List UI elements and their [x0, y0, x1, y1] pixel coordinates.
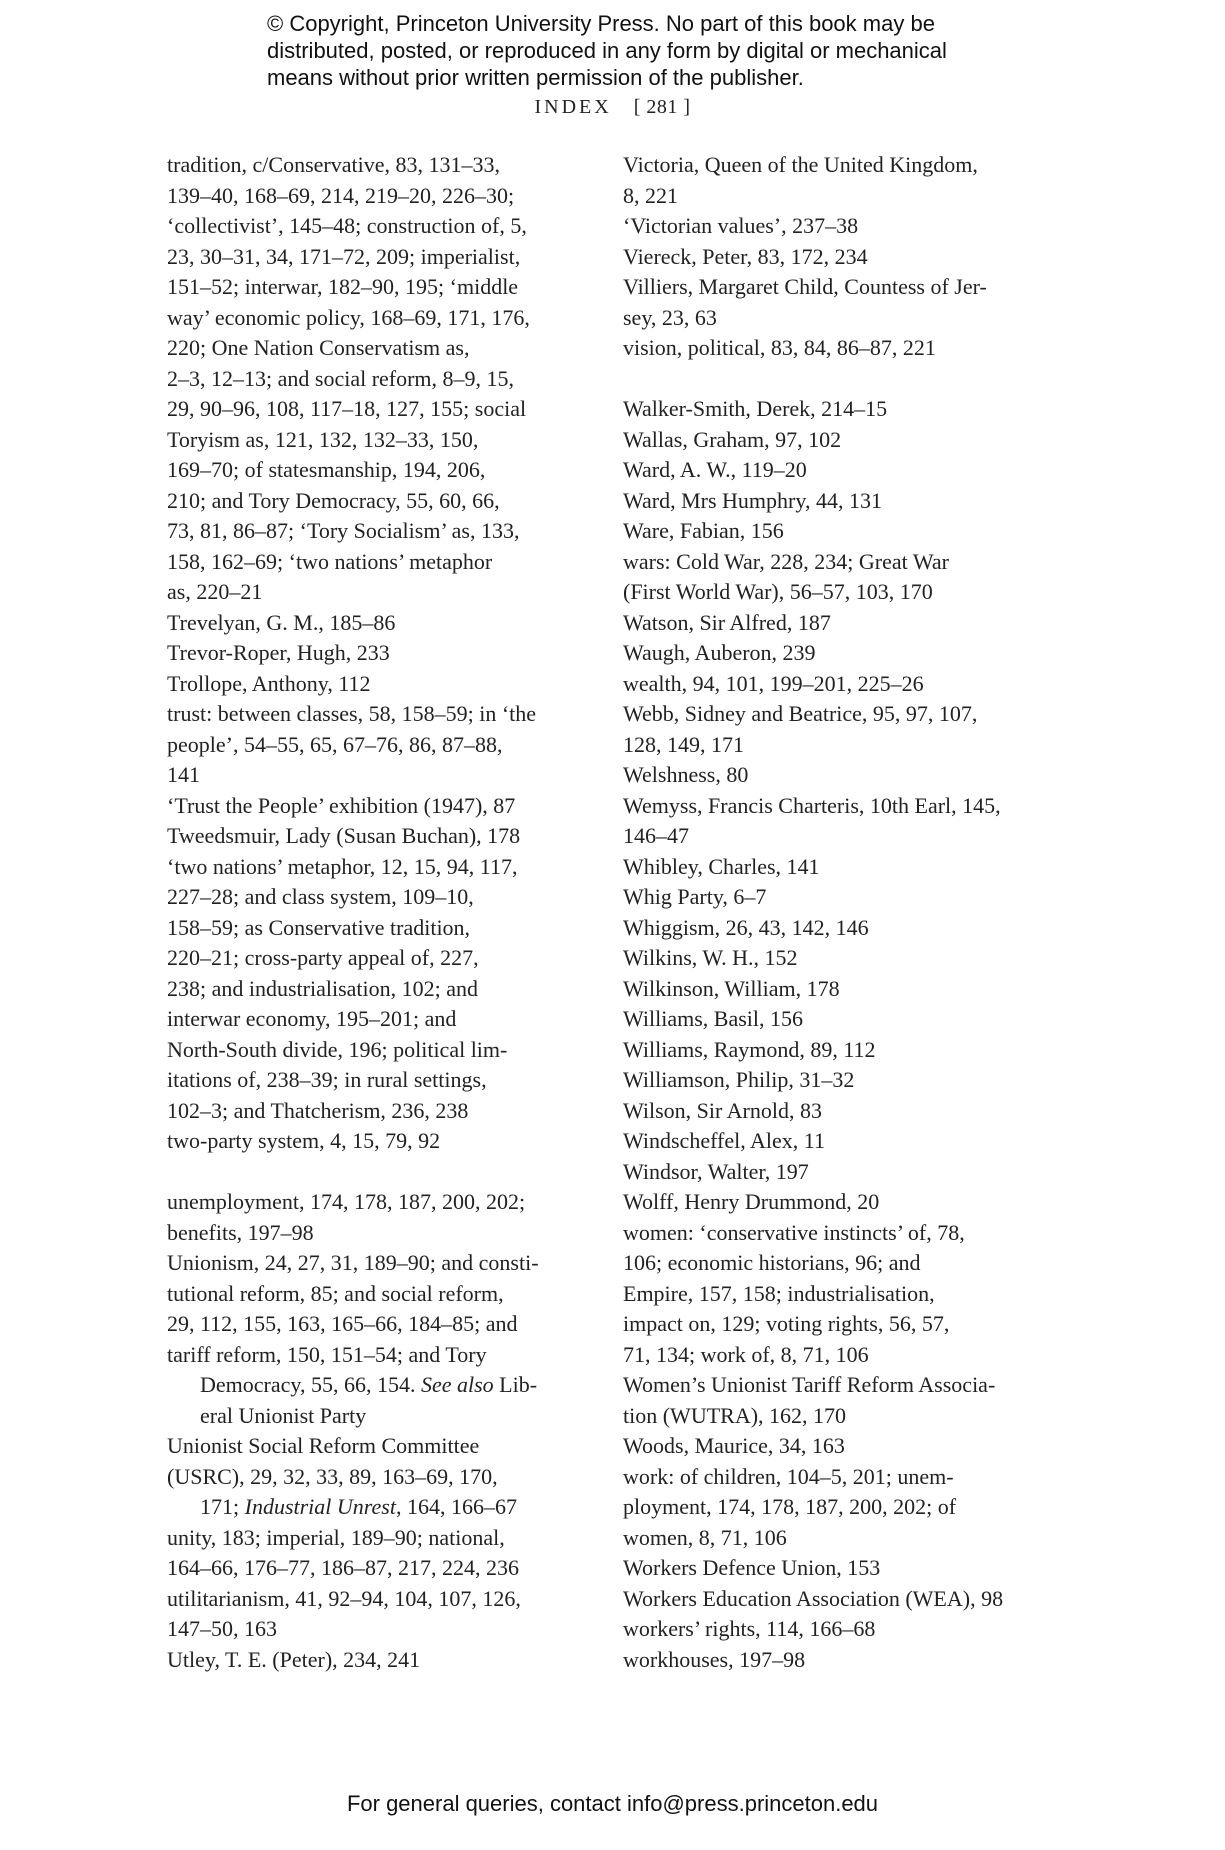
entry-line: women, 8, 71, 106 [623, 1524, 787, 1550]
entry-line [200, 1370, 587, 1401]
entry-line: vision, political, 83, 84, 86–87, 221 [623, 335, 936, 360]
index-entry [623, 669, 1043, 700]
copyright-line: © Copyright, Princeton University Press. No part of this book may be [267, 11, 935, 36]
index-entry [623, 516, 1043, 547]
entry-line: Windsor, Walter, 197 [623, 1158, 809, 1184]
index-entry [623, 1187, 1043, 1218]
index-entry [623, 1218, 1043, 1371]
index-entry [167, 821, 587, 852]
entry-line: 227–28; and class system, 109–10, [167, 884, 474, 909]
entry-line: Welshness, 80 [623, 762, 749, 787]
index-entry [167, 1248, 587, 1370]
index-entry [623, 791, 1043, 852]
index-entry [167, 1523, 587, 1584]
entry-italic-text: See also [420, 1372, 494, 1397]
index-column-left [167, 150, 587, 1675]
entry-line: interwar economy, 195–201; and [167, 1006, 457, 1031]
entry-line: 158, 162–69; ‘two nations’ metaphor [167, 548, 493, 574]
entry-text: Democracy, 55, 66, 154. [200, 1372, 421, 1397]
index-entry [623, 638, 1043, 669]
entry-line: itations of, 238–39; in rural settings, [167, 1067, 487, 1092]
index-entry [623, 333, 1043, 364]
entry-line: unity, 183; imperial, 189–90; national, [167, 1524, 505, 1550]
entry-line: Villiers, Margaret Child, Countess of Jer- [623, 274, 987, 299]
index-entry [623, 272, 1043, 333]
entry-line: Empire, 157, 158; industrialisation, [623, 1280, 935, 1306]
entry-line: tradition, c/Conservative, 83, 131–33, [167, 152, 500, 177]
entry-line: wars: Cold War, 228, 234; Great War [623, 548, 949, 574]
entry-line: Trevelyan, G. M., 185–86 [167, 609, 396, 635]
entry-line: 102–3; and Thatcherism, 236, 238 [167, 1097, 469, 1123]
entry-line: work: of children, 104–5, 201; unem- [623, 1463, 954, 1489]
entry-line: 169–70; of statesmanship, 194, 206, [167, 457, 486, 482]
entry-line: Webb, Sidney and Beatrice, 95, 97, 107, [623, 701, 978, 726]
index-entry [167, 1187, 587, 1248]
running-head-label: INDEX [534, 96, 612, 118]
index-entry [623, 1126, 1043, 1157]
index-entry [623, 760, 1043, 791]
entry-text: , 164, 166–67 [395, 1494, 517, 1519]
entry-line: women: ‘conservative instincts’ of, 78, [623, 1219, 965, 1245]
entry-line: 151–52; interwar, 182–90, 195; ‘middle [167, 274, 519, 299]
entry-line: 73, 81, 86–87; ‘Tory Socialism’ as, 133, [167, 518, 520, 543]
index-entry [623, 150, 1043, 211]
entry-line: 158–59; as Conservative tradition, [167, 914, 471, 940]
entry-line: as, 220–21 [167, 579, 263, 604]
entry-line: Trevor-Roper, Hugh, 233 [167, 640, 390, 665]
entry-line: ‘collectivist’, 145–48; construction of, 5, [167, 213, 527, 238]
index-entry [623, 1614, 1043, 1645]
entry-line: 2–3, 12–13; and social reform, 8–9, 15, [167, 365, 515, 391]
index-entry [167, 852, 587, 1127]
index-entry [623, 1645, 1043, 1676]
entry-line: utilitarianism, 41, 92–94, 104, 107, 126, [167, 1585, 521, 1611]
index-entry [623, 242, 1043, 273]
entry-line: 139–40, 168–69, 214, 219–20, 226–30; [167, 182, 515, 208]
index-entry [167, 150, 587, 608]
entry-line: unemployment, 174, 178, 187, 200, 202; [167, 1189, 526, 1214]
entry-line: Unionism, 24, 27, 31, 189–90; and consti- [167, 1250, 539, 1275]
index-entry [623, 1370, 1043, 1431]
index-entry-continuation [167, 1401, 587, 1432]
entry-text: 171; [200, 1494, 245, 1519]
index-entry [623, 394, 1043, 425]
index-entry [623, 547, 1043, 608]
index-entry [623, 1431, 1043, 1462]
entry-line: 238; and industrialisation, 102; and [167, 975, 479, 1001]
index-entry [623, 1584, 1043, 1615]
entry-line: Williamson, Philip, 31–32 [623, 1067, 855, 1092]
entry-line: tariff reform, 150, 151–54; and Tory [167, 1341, 487, 1367]
index-entry [623, 1035, 1043, 1066]
entry-line: Utley, T. E. (Peter), 234, 241 [167, 1646, 421, 1672]
entry-line: 71, 134; work of, 8, 71, 106 [623, 1341, 869, 1367]
entry-line: 29, 90–96, 108, 117–18, 127, 155; social [167, 396, 527, 421]
index-entry [167, 791, 587, 822]
entry-line: Wilson, Sir Arnold, 83 [623, 1097, 822, 1123]
entry-line: 220; One Nation Conservatism as, [167, 335, 470, 360]
entry-line: 29, 112, 155, 163, 165–66, 184–85; and [167, 1311, 518, 1336]
index-entry [623, 1462, 1043, 1554]
entry-line: Wemyss, Francis Charteris, 10th Earl, 145, [623, 792, 1001, 818]
index-entry [623, 211, 1043, 242]
section-gap [623, 364, 1043, 395]
index-entry [167, 1431, 587, 1492]
entry-line: 106; economic historians, 96; and [623, 1250, 921, 1275]
entry-text: Lib- [493, 1372, 538, 1397]
index-entry [167, 699, 587, 791]
section-gap [167, 1157, 587, 1188]
entry-line: Trollope, Anthony, 112 [167, 670, 371, 696]
entry-line: wealth, 94, 101, 199–201, 225–26 [623, 670, 924, 696]
entry-line: Women’s Unionist Tariff Reform Associa- [623, 1372, 996, 1397]
entry-line: people’, 54–55, 65, 67–76, 86, 87–88, [167, 731, 503, 757]
index-entry [623, 1096, 1043, 1127]
entry-line: workers’ rights, 114, 166–68 [623, 1616, 876, 1641]
entry-line: Ward, A. W., 119–20 [623, 457, 807, 482]
entry-line: Williams, Raymond, 89, 112 [623, 1036, 876, 1062]
entry-line: 128, 149, 171 [623, 731, 744, 757]
entry-line: Whiggism, 26, 43, 142, 146 [623, 914, 869, 940]
entry-line: two-party system, 4, 15, 79, 92 [167, 1128, 441, 1153]
index-entry [623, 943, 1043, 974]
entry-italic-text: Industrial Unrest [244, 1494, 396, 1519]
index-entry [623, 1157, 1043, 1188]
entry-line: impact on, 129; voting rights, 56, 57, [623, 1311, 950, 1336]
entry-line: eral Unionist Party [200, 1402, 367, 1428]
index-entry [623, 608, 1043, 639]
index-column-right [623, 150, 1043, 1675]
index-entry [167, 669, 587, 700]
index-entry [623, 699, 1043, 760]
index-entry [623, 486, 1043, 517]
entry-line: ‘Trust the People’ exhibition (1947), 87 [167, 792, 516, 818]
entry-line: Wolff, Henry Drummond, 20 [623, 1189, 880, 1214]
entry-line: Whibley, Charles, 141 [623, 853, 820, 879]
footer-contact: For general queries, contact info@press.princeton.edu [346, 1791, 879, 1816]
entry-line: Watson, Sir Alfred, 187 [623, 609, 831, 635]
entry-line: trust: between classes, 58, 158–59; in ‘the [167, 701, 537, 726]
entry-line: Woods, Maurice, 34, 163 [623, 1433, 845, 1458]
entry-line: tion (WUTRA), 162, 170 [623, 1402, 847, 1428]
entry-line: Williams, Basil, 156 [623, 1006, 803, 1031]
page-number: [ 281 ] [633, 96, 691, 118]
entry-line: 164–66, 176–77, 186–87, 217, 224, 236 [167, 1555, 519, 1580]
entry-line: ‘two nations’ metaphor, 12, 15, 94, 117, [167, 853, 518, 879]
entry-line: 8, 221 [623, 182, 678, 208]
entry-line: Workers Defence Union, 153 [623, 1555, 881, 1580]
entry-line: Waugh, Auberon, 239 [623, 640, 816, 665]
entry-line: Wilkins, W. H., 152 [623, 945, 798, 970]
entry-line: Toryism as, 121, 132, 132–33, 150, [167, 426, 479, 452]
index-entry [623, 1065, 1043, 1096]
index-entry [623, 1004, 1043, 1035]
entry-line: 141 [167, 762, 200, 787]
index-entry [623, 455, 1043, 486]
entry-line: 147–50, 163 [167, 1616, 277, 1641]
entry-line: benefits, 197–98 [167, 1219, 314, 1245]
entry-line: Wallas, Graham, 97, 102 [623, 426, 842, 452]
copyright-notice [267, 10, 1027, 91]
index-entry [167, 1126, 587, 1157]
entry-line: Windscheffel, Alex, 11 [623, 1128, 825, 1153]
entry-line: (First World War), 56–57, 103, 170 [623, 579, 933, 604]
index-entry-continuation [167, 1370, 587, 1401]
index-entry [623, 882, 1043, 913]
entry-line: 210; and Tory Democracy, 55, 60, 66, [167, 487, 500, 513]
copyright-line: means without prior written permission of the publisher. [267, 65, 804, 90]
entry-line: workhouses, 197–98 [623, 1646, 806, 1672]
index-entry [623, 1553, 1043, 1584]
entry-line: sey, 23, 63 [623, 304, 717, 330]
index-entry [167, 638, 587, 669]
entry-line [200, 1492, 587, 1523]
entry-line: Unionist Social Reform Committee [167, 1433, 480, 1458]
entry-line: tutional reform, 85; and social reform, [167, 1280, 504, 1306]
index-entry [167, 1584, 587, 1645]
entry-line: 220–21; cross-party appeal of, 227, [167, 945, 479, 970]
entry-line: 146–47 [623, 823, 689, 848]
entry-line: Viereck, Peter, 83, 172, 234 [623, 243, 868, 269]
index-entry [167, 608, 587, 639]
entry-line: Walker-Smith, Derek, 214–15 [623, 396, 888, 421]
index-entry [623, 425, 1043, 456]
entry-line: Wilkinson, William, 178 [623, 975, 840, 1001]
entry-line: Ware, Fabian, 156 [623, 518, 784, 543]
entry-line: ployment, 174, 178, 187, 200, 202; of [623, 1494, 957, 1519]
entry-line: Victoria, Queen of the United Kingdom, [623, 152, 978, 177]
entry-line: Ward, Mrs Humphry, 44, 131 [623, 487, 882, 513]
copyright-line: distributed, posted, or reproduced in any form by digital or mechanical [267, 38, 947, 63]
entry-line: way’ economic policy, 168–69, 171, 176, [167, 304, 530, 330]
index-entry-continuation [167, 1492, 587, 1523]
entry-line: North-South divide, 196; political lim- [167, 1036, 508, 1062]
entry-line: Whig Party, 6–7 [623, 884, 767, 909]
entry-line: 23, 30–31, 34, 171–72, 209; imperialist, [167, 243, 521, 269]
index-entry [623, 913, 1043, 944]
entry-line: Workers Education Association (WEA), 98 [623, 1585, 1004, 1611]
entry-line: (USRC), 29, 32, 33, 89, 163–69, 170, [167, 1463, 498, 1489]
entry-line: Tweedsmuir, Lady (Susan Buchan), 178 [167, 823, 521, 848]
entry-line: ‘Victorian values’, 237–38 [623, 213, 859, 238]
running-head [0, 96, 1225, 119]
index-entry [623, 974, 1043, 1005]
index-entry [167, 1645, 587, 1676]
index-entry [623, 852, 1043, 883]
